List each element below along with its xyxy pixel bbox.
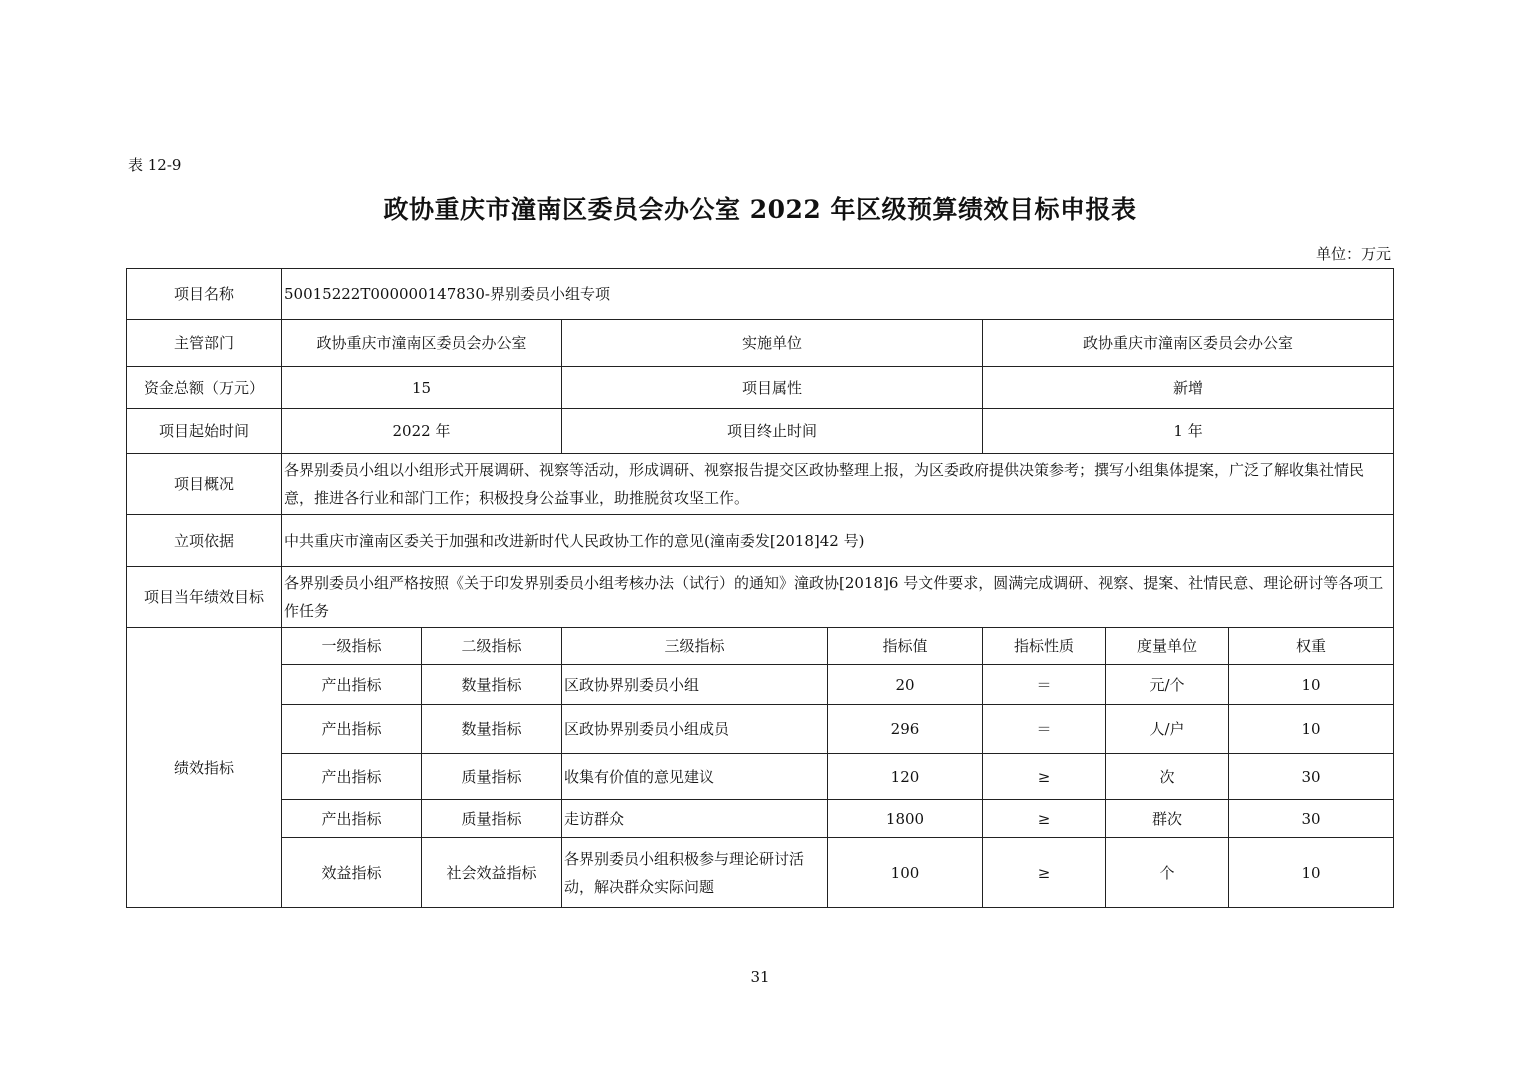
level3-indicator: 各界别委员小组积极参与理论研讨活动，解决群众实际问题 <box>562 838 828 908</box>
project-attribute-value: 新增 <box>983 367 1394 409</box>
column-header: 指标值 <box>828 628 983 665</box>
level3-indicator: 区政协界别委员小组 <box>562 665 828 705</box>
overview-label: 项目概况 <box>127 454 282 515</box>
basis-value: 中共重庆市潼南区委关于加强和改进新时代人民政协工作的意见(潼南委发[2018]42 号) <box>282 515 1394 567</box>
measure-unit: 群次 <box>1106 800 1229 838</box>
page-number: 31 <box>750 968 770 986</box>
column-header: 指标性质 <box>983 628 1106 665</box>
level1-indicator: 产出指标 <box>282 800 422 838</box>
indicator-value: 120 <box>828 754 983 800</box>
level2-indicator: 质量指标 <box>422 754 562 800</box>
implementer-value: 政协重庆市潼南区委员会办公室 <box>983 320 1394 367</box>
column-header: 度量单位 <box>1106 628 1229 665</box>
level3-indicator: 收集有价值的意见建议 <box>562 754 828 800</box>
overview-row <box>127 454 1394 515</box>
indicators-section-label: 绩效指标 <box>127 628 282 908</box>
department-row <box>127 320 1394 367</box>
indicator-value: 1800 <box>828 800 983 838</box>
indicator-header-row <box>127 628 1394 665</box>
indicator-row <box>127 754 1394 800</box>
indicator-nature: ≥ <box>983 800 1106 838</box>
level1-indicator: 产出指标 <box>282 705 422 754</box>
indicator-nature: ＝ <box>983 705 1106 754</box>
column-header: 三级指标 <box>562 628 828 665</box>
level1-indicator: 产出指标 <box>282 665 422 705</box>
indicator-row <box>127 705 1394 754</box>
level3-indicator: 走访群众 <box>562 800 828 838</box>
indicator-weight: 10 <box>1229 665 1394 705</box>
indicator-value: 20 <box>828 665 983 705</box>
end-time-label: 项目终止时间 <box>562 409 983 454</box>
goal-row <box>127 567 1394 628</box>
project-name-label: 项目名称 <box>127 269 282 320</box>
budget-performance-table <box>126 268 1394 908</box>
indicator-weight: 10 <box>1229 705 1394 754</box>
overview-value: 各界别委员小组以小组形式开展调研、视察等活动，形成调研、视察报告提交区政协整理上报，为区委政府提供决策参考；撰写小组集体提案，广泛了解收集社情民意，推进各行业和部门工作；积极投身公益事业，助推脱贫攻坚工作。 <box>282 454 1394 515</box>
indicator-weight: 30 <box>1229 800 1394 838</box>
indicator-nature: ＝ <box>983 665 1106 705</box>
indicator-nature: ≥ <box>983 754 1106 800</box>
project-name-row <box>127 269 1394 320</box>
column-header: 一级指标 <box>282 628 422 665</box>
basis-row <box>127 515 1394 567</box>
measure-unit: 元/个 <box>1106 665 1229 705</box>
implementer-label: 实施单位 <box>562 320 983 367</box>
basis-label: 立项依据 <box>127 515 282 567</box>
indicator-value: 100 <box>828 838 983 908</box>
goal-label: 项目当年绩效目标 <box>127 567 282 628</box>
indicator-weight: 30 <box>1229 754 1394 800</box>
indicator-row <box>127 838 1394 908</box>
level2-indicator: 数量指标 <box>422 705 562 754</box>
level1-indicator: 效益指标 <box>282 838 422 908</box>
indicator-weight: 10 <box>1229 838 1394 908</box>
document-title: 政协重庆市潼南区委员会办公室 2022 年区级预算绩效目标申报表 <box>383 195 1137 224</box>
fund-total-label: 资金总额（万元） <box>127 367 282 409</box>
measure-unit: 个 <box>1106 838 1229 908</box>
measure-unit: 次 <box>1106 754 1229 800</box>
level2-indicator: 数量指标 <box>422 665 562 705</box>
department-label: 主管部门 <box>127 320 282 367</box>
indicator-row <box>127 665 1394 705</box>
indicator-nature: ≥ <box>983 838 1106 908</box>
project-attribute-label: 项目属性 <box>562 367 983 409</box>
table-number: 表 12-9 <box>128 156 182 174</box>
level2-indicator: 质量指标 <box>422 800 562 838</box>
level3-indicator: 区政协界别委员小组成员 <box>562 705 828 754</box>
fund-row <box>127 367 1394 409</box>
fund-total-value: 15 <box>282 367 562 409</box>
measure-unit: 人/户 <box>1106 705 1229 754</box>
column-header: 权重 <box>1229 628 1394 665</box>
unit-label: 单位：万元 <box>1315 245 1391 263</box>
column-header: 二级指标 <box>422 628 562 665</box>
end-time-value: 1 年 <box>983 409 1394 454</box>
department-value: 政协重庆市潼南区委员会办公室 <box>282 320 562 367</box>
period-row <box>127 409 1394 454</box>
start-time-value: 2022 年 <box>282 409 562 454</box>
level2-indicator: 社会效益指标 <box>422 838 562 908</box>
goal-value: 各界别委员小组严格按照《关于印发界别委员小组考核办法（试行）的通知》潼政协[2018]6 号文件要求，圆满完成调研、视察、提案、社情民意、理论研讨等各项工作任务 <box>282 567 1394 628</box>
project-name-value: 50015222T000000147830-界别委员小组专项 <box>282 269 1394 320</box>
level1-indicator: 产出指标 <box>282 754 422 800</box>
indicator-value: 296 <box>828 705 983 754</box>
indicator-row <box>127 800 1394 838</box>
start-time-label: 项目起始时间 <box>127 409 282 454</box>
